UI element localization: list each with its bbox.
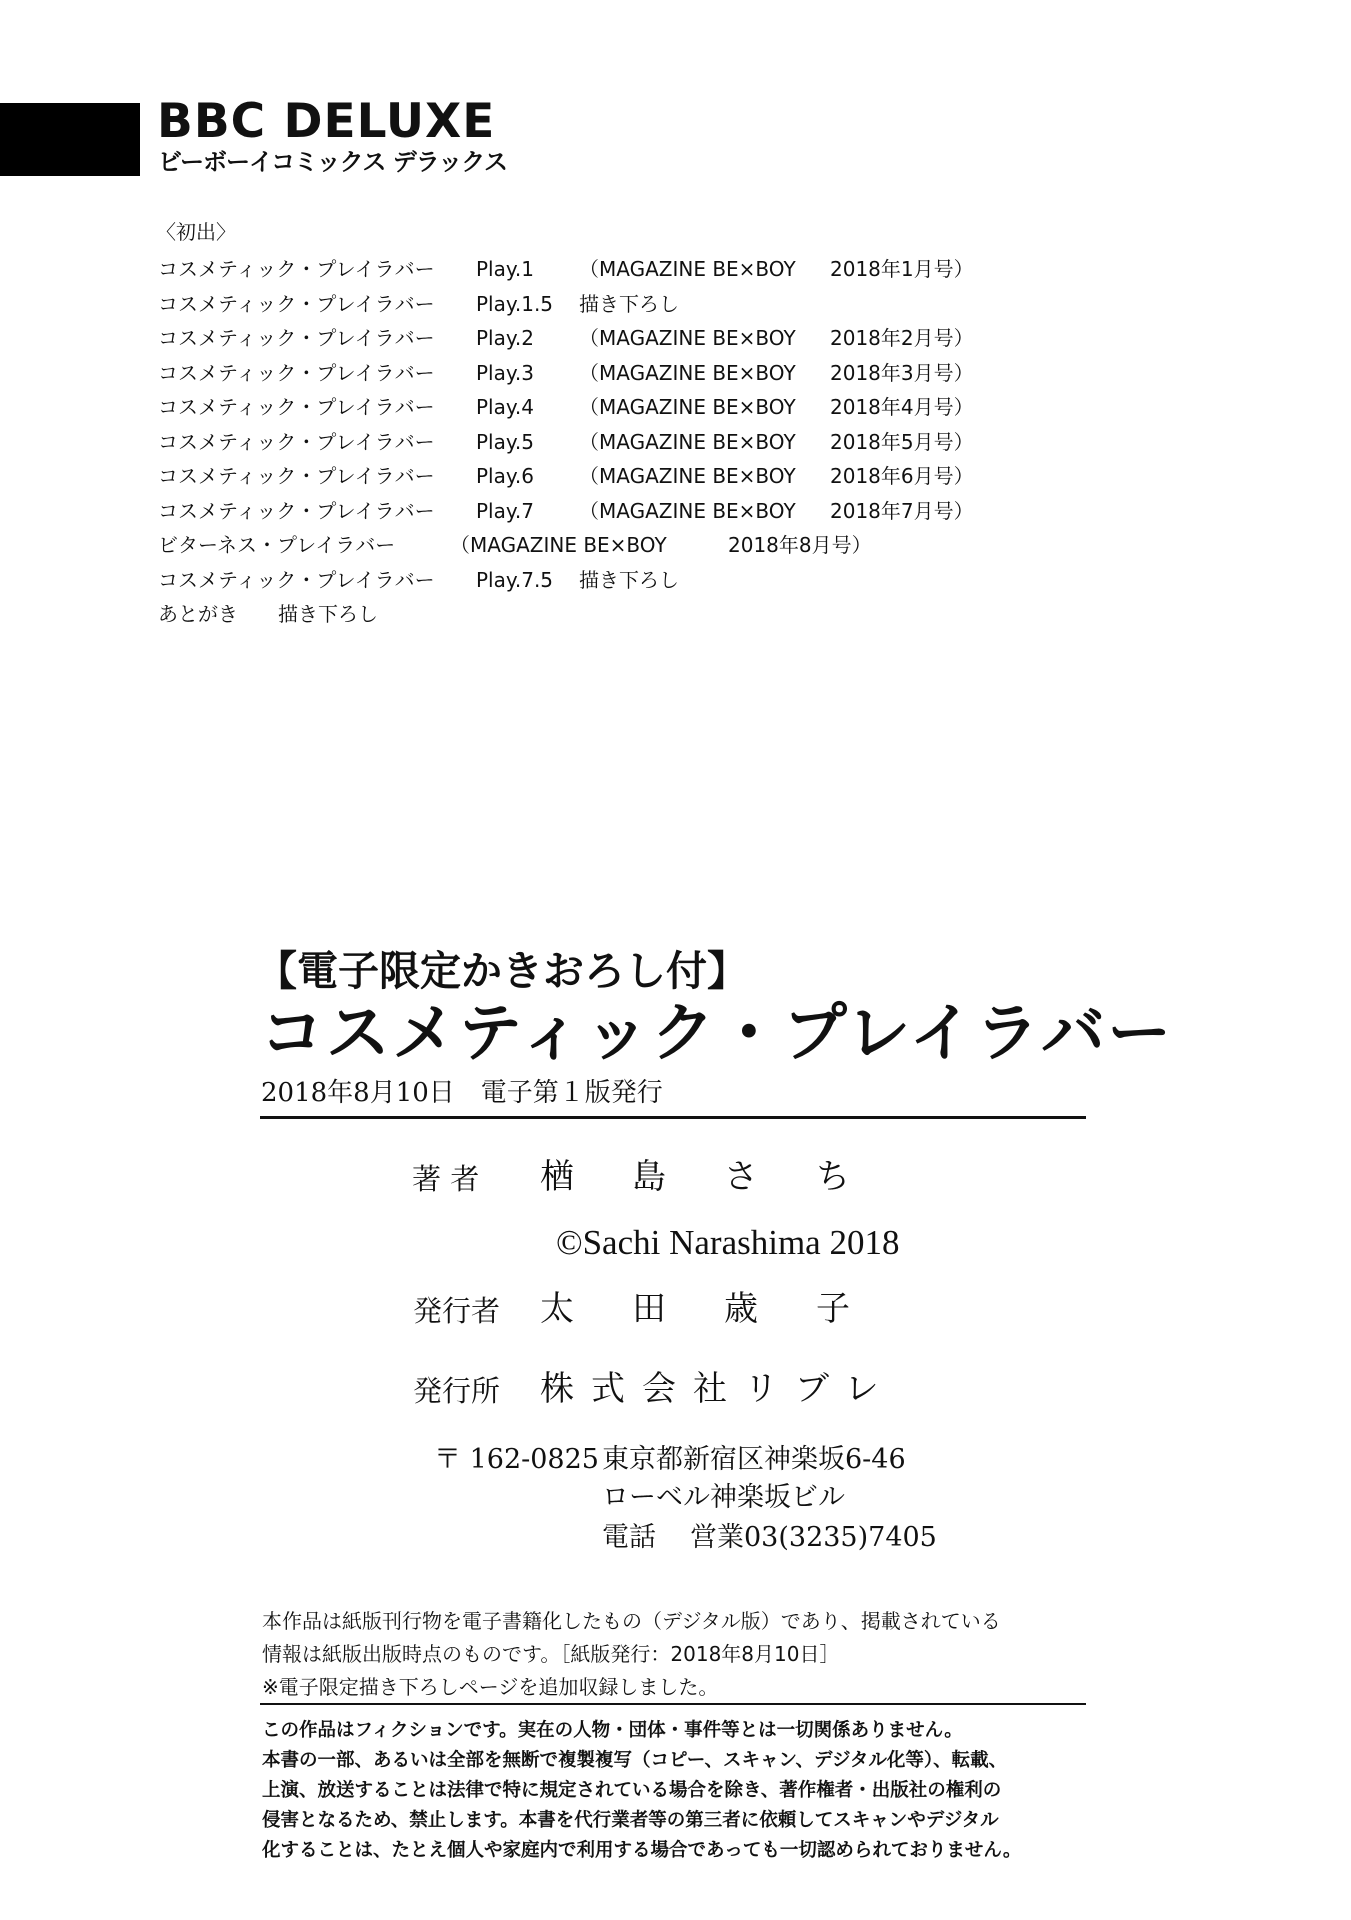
source-issue: 2018年2月号） — [830, 326, 974, 350]
publisher-label: 発行所 — [413, 1374, 501, 1408]
source-item — [158, 287, 974, 322]
copyright: ©Sachi Narashima 2018 — [556, 1223, 900, 1262]
publisher-name: 株式会社リブレ — [540, 1369, 896, 1409]
brand-logo: BBC DELUXE — [157, 94, 496, 149]
author-label: 著 者 — [412, 1162, 480, 1196]
source-note: （MAGAZINE BE×BOY — [579, 360, 796, 385]
phone-label: 電話 — [602, 1522, 656, 1553]
source-note: （MAGAZINE BE×BOY — [579, 326, 796, 350]
source-play: Play.6 — [476, 464, 534, 488]
sources-heading: 〈初出〉 — [156, 220, 236, 244]
source-item — [158, 459, 974, 494]
source-note: 描き下ろし — [579, 291, 679, 316]
book-title: コスメティック・プレイラバー — [260, 997, 1174, 1071]
source-note: （MAGAZINE BE×BOY — [579, 429, 796, 454]
source-play: Play.5 — [476, 429, 534, 454]
digital-note-line: 情報は紙版出版時点のものです。［紙版発行：2018年8月10日］ — [262, 1642, 840, 1666]
legal-line: 化することは、たとえ個人や家庭内で利用する場合であっても一切認められておりません。 — [262, 1840, 1022, 1861]
source-item — [158, 321, 974, 356]
source-item — [158, 528, 974, 563]
source-play: Play.7 — [476, 498, 534, 523]
source-item — [158, 563, 974, 598]
legal-line: この作品はフィクションです。実在の人物・団体・事件等とは一切関係ありません。 — [262, 1720, 963, 1741]
source-title: コスメティック・プレイラバー — [158, 429, 435, 454]
source-issue: 2018年1月号） — [830, 257, 974, 281]
legal-line: 上演、放送することは法律で特に規定されている場合を除き、著作権者・出版社の権利の — [262, 1780, 1002, 1801]
source-item — [158, 252, 974, 287]
author-name: 楢島さち — [540, 1157, 908, 1197]
source-title: コスメティック・プレイラバー — [158, 567, 435, 592]
source-issue: 2018年5月号） — [830, 429, 974, 454]
source-note: 描き下ろし — [278, 602, 378, 626]
source-title: コスメティック・プレイラバー — [158, 498, 435, 523]
legal-notice — [262, 1716, 1021, 1866]
divider-bottom — [260, 1703, 1086, 1705]
source-note: （MAGAZINE BE×BOY — [579, 464, 796, 488]
address-line-1: 東京都新宿区神楽坂6-46 — [602, 1444, 906, 1475]
source-note: （MAGAZINE BE×BOY — [579, 395, 796, 419]
source-issue: 2018年4月号） — [830, 395, 974, 419]
phone-number: 営業03(3235)7405 — [690, 1522, 937, 1553]
source-play: Play.3 — [476, 360, 534, 385]
digital-edition-note — [262, 1605, 1001, 1704]
source-title: コスメティック・プレイラバー — [158, 360, 435, 385]
legal-line: 本書の一部、あるいは全部を無断で複製複写（コピー、スキャン、デジタル化等）、転載、 — [262, 1750, 1008, 1771]
source-note: （MAGAZINE BE×BOY — [579, 498, 796, 523]
source-title: コスメティック・プレイラバー — [158, 257, 435, 281]
digital-note-line: 本作品は紙版刊行物を電子書籍化したもの（デジタル版）であり、掲載されている — [262, 1609, 1001, 1633]
source-item — [158, 425, 974, 460]
brand-black-bar — [0, 103, 140, 176]
source-issue: 2018年8月号） — [728, 533, 872, 557]
source-note: （MAGAZINE BE×BOY — [450, 533, 667, 557]
source-play: Play.1 — [476, 257, 534, 281]
postal-code: 〒 162-0825 — [434, 1444, 599, 1475]
divider-top — [260, 1116, 1086, 1119]
source-title: ビターネス・プレイラバー — [158, 533, 396, 557]
source-item — [158, 390, 974, 425]
legal-line: 侵害となるため、禁止します。本書を代行業者等の第三者に依頼してスキャンやデジタル — [262, 1810, 999, 1831]
publication-date: 2018年8月10日 電子第１版発行 — [261, 1078, 663, 1108]
source-play: Play.7.5 — [476, 567, 554, 592]
source-note: （MAGAZINE BE×BOY — [579, 257, 796, 281]
digital-note-line: ※電子限定描き下ろしページを追加収録しました。 — [262, 1675, 719, 1699]
source-issue: 2018年6月号） — [830, 464, 974, 488]
source-play: Play.2 — [476, 326, 534, 350]
digital-exclusive-notice: 【電子限定かきおろし付】 — [256, 947, 748, 995]
source-item — [158, 597, 974, 632]
source-issue: 2018年7月号） — [830, 498, 974, 523]
source-title: コスメティック・プレイラバー — [158, 291, 435, 316]
source-issue: 2018年3月号） — [830, 360, 974, 385]
address-line-2: ローベル神楽坂ビル — [602, 1482, 845, 1513]
source-play: Play.4 — [476, 395, 534, 419]
source-title: あとがき — [158, 602, 238, 626]
source-item — [158, 356, 974, 391]
source-title: コスメティック・プレイラバー — [158, 326, 435, 350]
source-title: コスメティック・プレイラバー — [158, 464, 435, 488]
brand-subtitle: ビーボーイコミックス デラックス — [158, 148, 507, 176]
publisher-person-name: 太田歳子 — [540, 1289, 908, 1329]
source-play: Play.1.5 — [476, 291, 554, 316]
publisher-person-label: 発行者 — [413, 1294, 501, 1328]
source-item — [158, 494, 974, 529]
source-note: 描き下ろし — [579, 567, 679, 592]
sources-list — [158, 252, 974, 632]
source-title: コスメティック・プレイラバー — [158, 395, 435, 419]
